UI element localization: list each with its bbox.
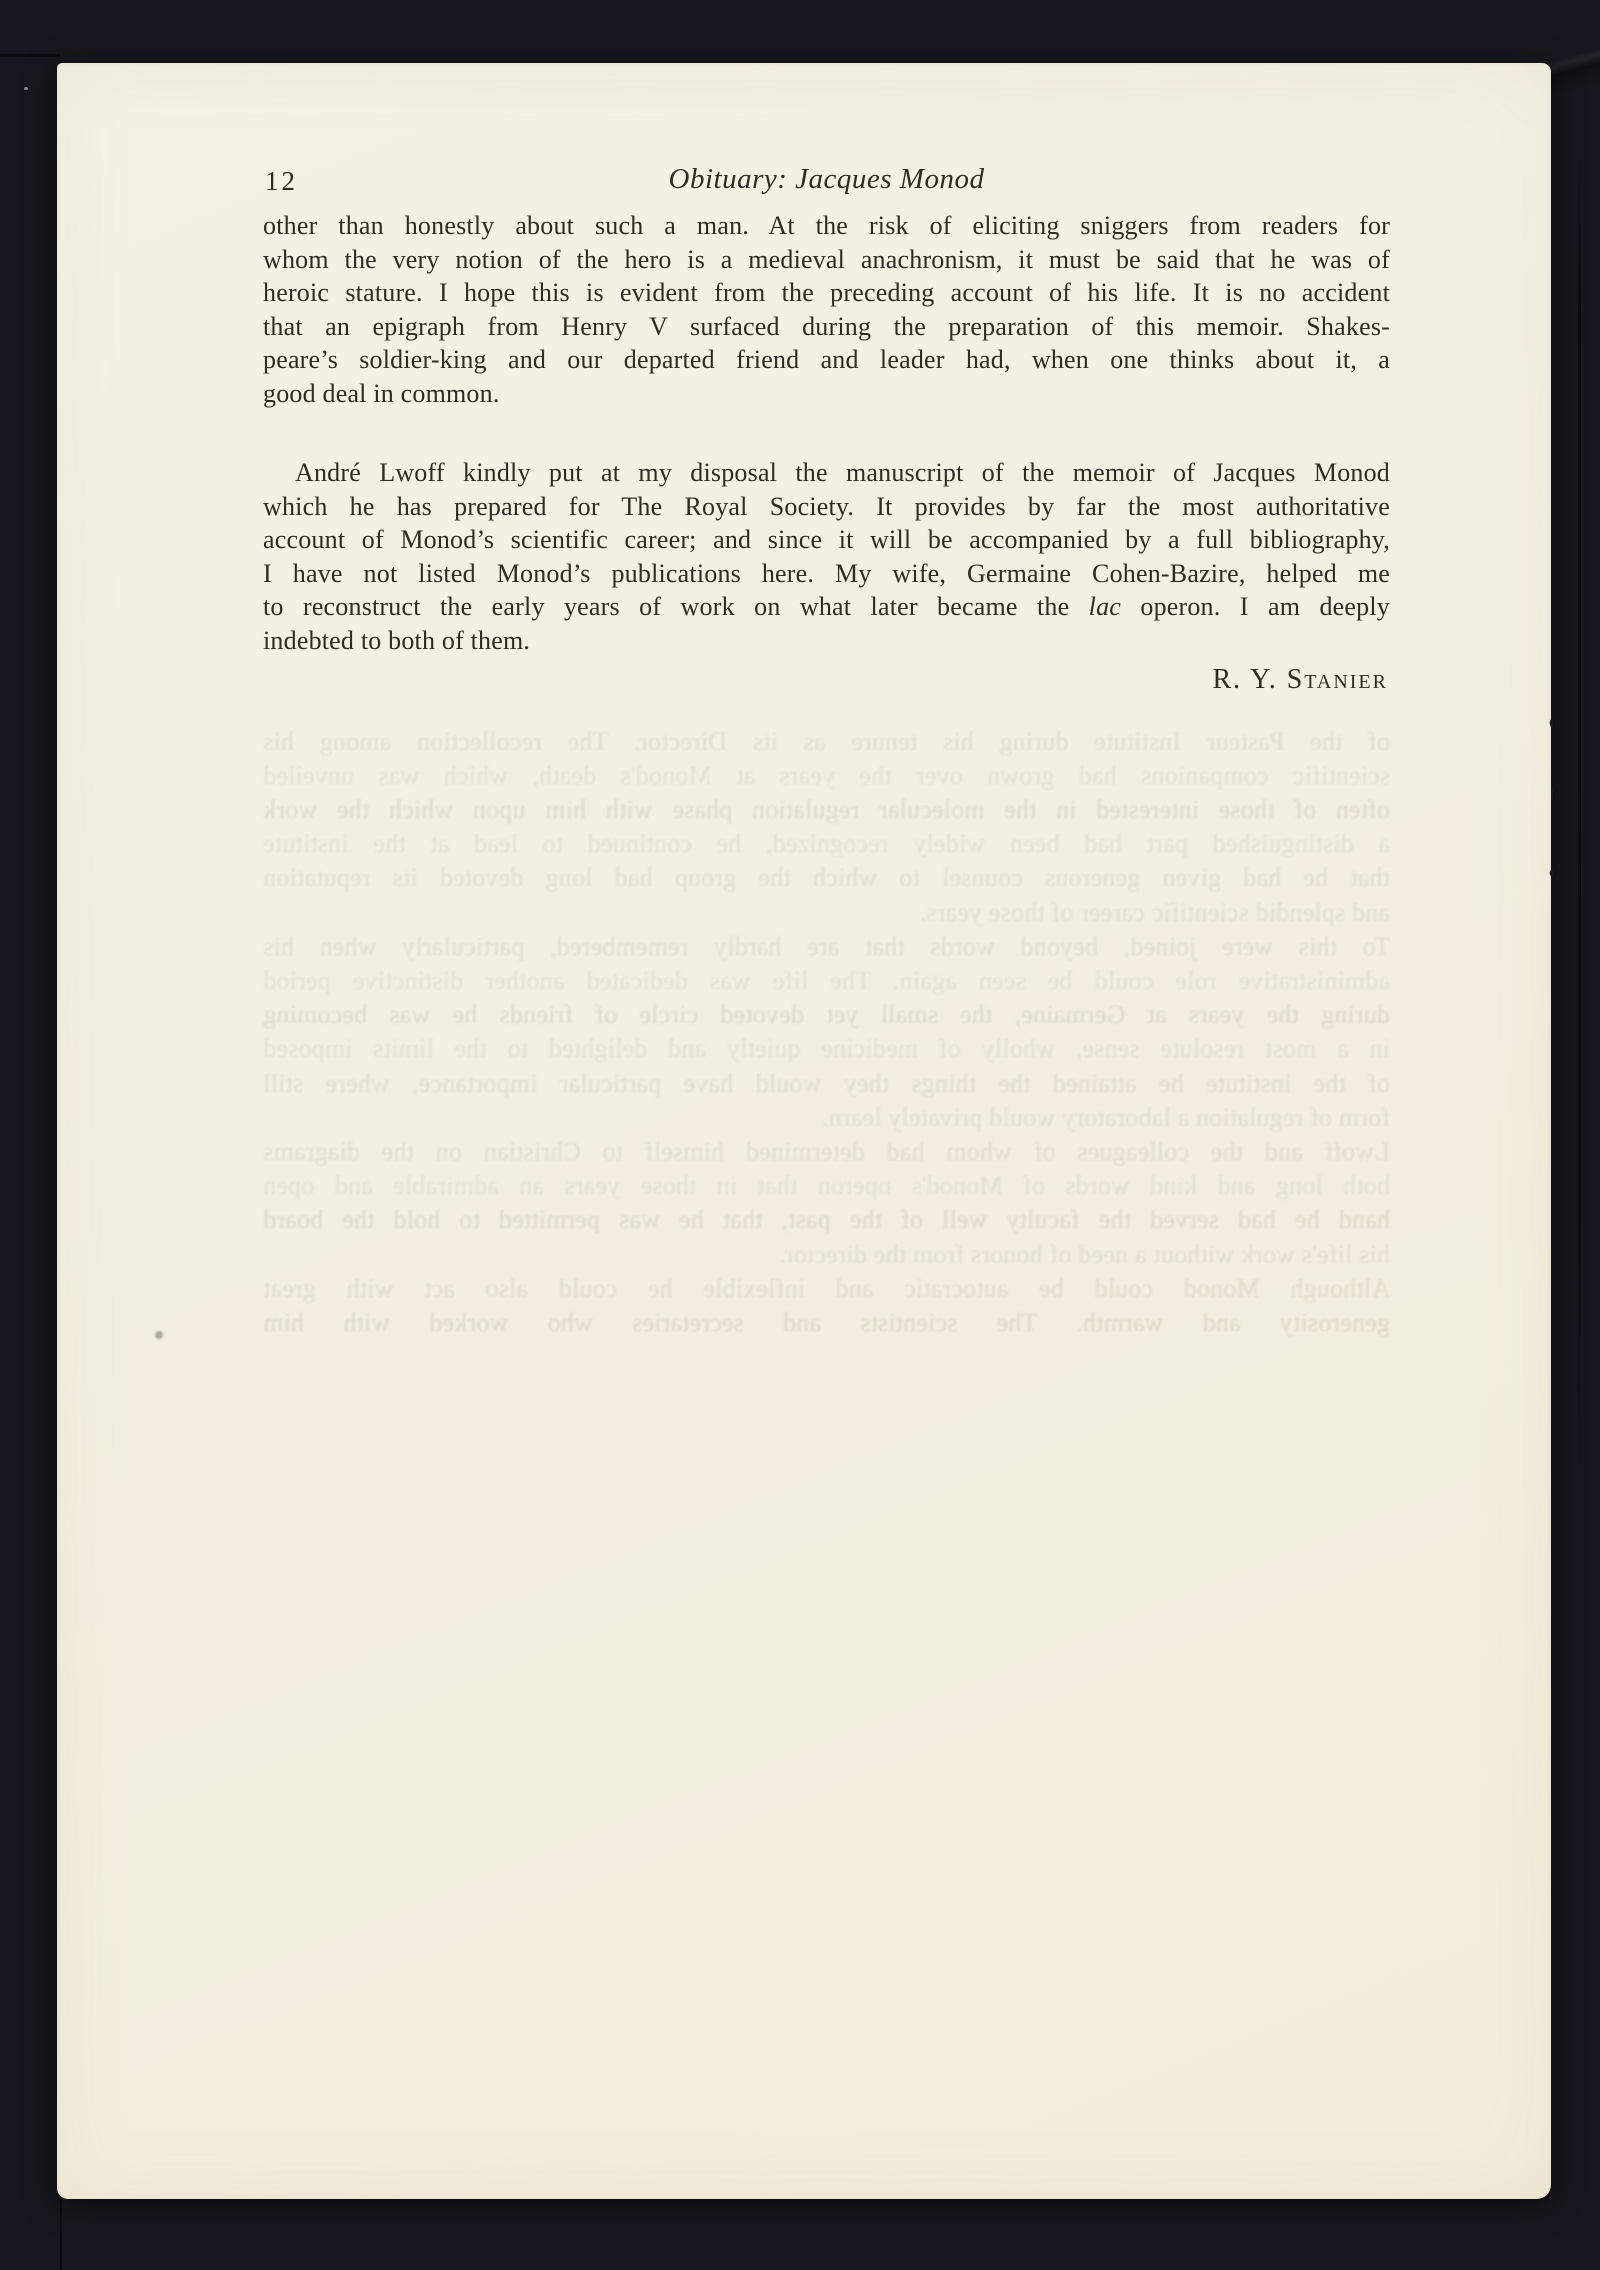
page-number: 12: [265, 166, 298, 196]
text-line: good deal in common.: [263, 378, 500, 408]
text-line: during the years at Germaine, the small yet devoted circle of friends he was becoming: [263, 1000, 1390, 1030]
background-crease-right: [1578, 150, 1581, 1480]
text-line: Although Monod could be autocratic and inflexible he could also act with great: [263, 1273, 1390, 1303]
text-line: of the institute he attained the things they would have particular importance, where still: [263, 1068, 1390, 1098]
text-line: to reconstruct the early years of work on what later became the lac operon. I am deeply: [263, 592, 1390, 621]
text-line: a distinguished part had been widely recognized, he continued to lead at the institute: [263, 829, 1390, 859]
scanned-page: [57, 63, 1551, 2199]
text-line: both long and kind words of Monod's operon that in those years an admirable and open: [263, 1171, 1390, 1201]
page-content: [263, 163, 1390, 1340]
text-line: peare’s soldier-king and our departed friend and leader had, when one thinks about it, a: [263, 345, 1390, 374]
text-line: generosity and warmth. The scientists and secretaries who worked with him: [263, 1307, 1390, 1337]
text-line: and splendid scientific career of those years.: [919, 897, 1390, 927]
text-line: that an epigraph from Henry V surfaced during the preparation of this memoir. Shakes-: [263, 311, 1390, 341]
background-crease-bottom-left: [60, 2200, 62, 2270]
background-fold-edge: [0, 54, 60, 57]
text-line: I have not listed Monod’s publications here. My wife, Germaine Cohen-Bazire, helped me: [263, 558, 1390, 588]
text-line: indebted to both of them.: [263, 625, 531, 655]
text-line: administrative role could be seen again. The life was dedicated another distinctive period: [263, 965, 1390, 995]
text-line: whom the very notion of the hero is a medieval anachronism, it must be said that he was of: [263, 244, 1390, 274]
page-edge-tear: [1548, 703, 1553, 913]
text-line: of the Pasteur Institute during his tenure as its Director. The recollection among his: [263, 726, 1390, 756]
text-line: in a most resolute sense, wholly of medicine quietly and delighted to the limits imposed: [263, 1034, 1390, 1064]
text-line: other than honestly about such a man. At the risk of eliciting sniggers from readers for: [263, 211, 1390, 240]
bleedthrough-mark: [155, 1331, 163, 1339]
page-header: [263, 163, 1390, 209]
running-head: Obituary: Jacques Monod: [668, 163, 985, 195]
bleedthrough-text: [263, 725, 1390, 1341]
text-line: form of regulation a laboratory would privately learn.: [821, 1102, 1390, 1132]
text-line: Lwoff and the colleagues of whom had determined himself to Christian on the diagrams: [263, 1136, 1390, 1166]
author-signature: R. Y. Stanier: [1212, 664, 1388, 695]
text-line: hand he had served the faculty well of the past, that he was permitted to hold the board: [263, 1205, 1390, 1235]
text-line: André Lwoff kindly put at my disposal the manuscript of the memoir of Jacques Monod: [295, 458, 1390, 487]
text-line: that he had given generous counsel to which the group had long devoted its reputation: [263, 863, 1390, 893]
text-line: To this were joined, beyond words that are hardly remembered, particularly when his: [263, 931, 1390, 961]
text-line: scientific companions had grown over the years at Monod's death, which was unveiled: [263, 760, 1390, 790]
text-line: which he has prepared for The Royal Society. It provides by far the most authoritative: [263, 491, 1390, 521]
body-paragraph-1: [263, 209, 1390, 410]
body-paragraph-2: [263, 456, 1390, 657]
text-line: heroic stature. I hope this is evident from the preceding account of his life. It is no accident: [263, 278, 1390, 307]
text-line: often of those interested in the molecular regulation phase with him upon which the work: [263, 794, 1390, 824]
text-line: his life's work without a need of honors from the director.: [779, 1239, 1390, 1269]
background-speck: [24, 87, 28, 90]
text-line: account of Monod’s scientific career; and since it will be accompanied by a full bibliography,: [263, 525, 1390, 554]
